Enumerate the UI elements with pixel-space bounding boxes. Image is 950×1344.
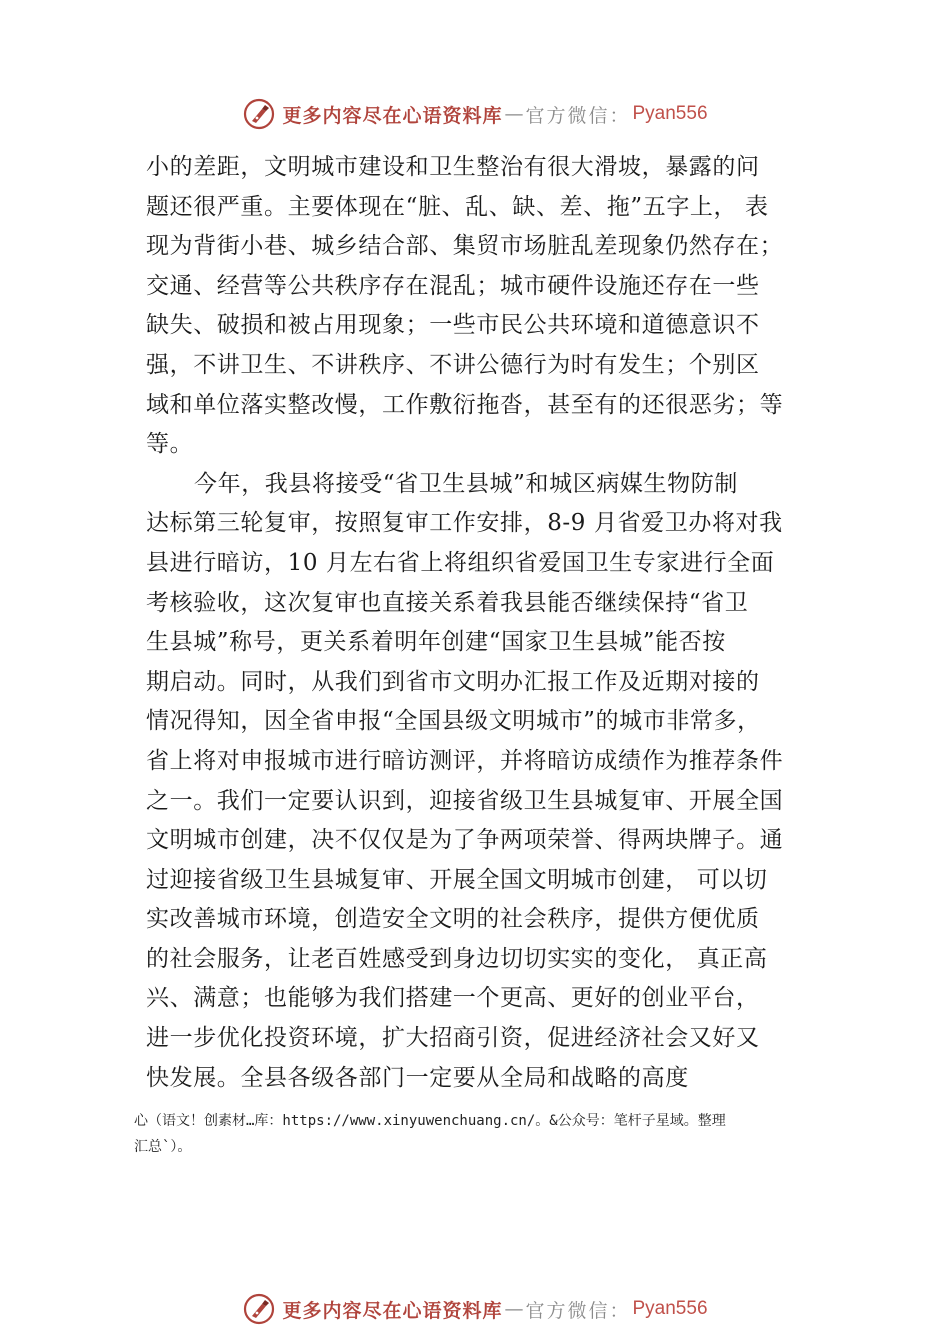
body-line: 考核验收，这次复审也直接关系着我县能否继续保持“省卫: [146, 589, 749, 616]
body-line: 实改善城市环境，创造安全文明的社会秩序，提供方便优质: [146, 906, 760, 933]
banner-dash: —: [504, 103, 524, 125]
body-line: 题还很严重。主要体现在“脏、乱、缺、差、拖”五字上， 表: [146, 193, 769, 220]
banner-brand-text: 更多内容尽在心语资料库: [282, 1299, 503, 1322]
body-line: 等。: [146, 431, 194, 458]
document-body: [146, 148, 826, 1098]
source-note-line: 心（语文！创素材…库：https://www.xinyuwenchuang.cn/。&公众号：笔杆子星域。整理: [134, 1113, 726, 1129]
banner-wechat-label: 官方微信：: [525, 1299, 631, 1322]
body-line: 情况得知，因全省申报“全国县级文明城市”的城市非常多，: [146, 708, 761, 735]
source-note: [134, 1108, 834, 1160]
body-line: 的社会服务，让老百姓感受到身边切切实实的变化， 真正高: [146, 945, 768, 972]
body-line: 进一步优化投资环境，扩大招商引资，促进经济社会又好又: [146, 1025, 760, 1052]
body-line: 过迎接省级卫生县城复审、开展全国文明城市创建， 可以切: [146, 866, 768, 893]
body-line: 文明城市创建，决不仅仅是为了争两项荣誉、得两块牌子。通: [146, 827, 784, 854]
footer-banner: [0, 1289, 950, 1329]
body-line: 之一。我们一定要认识到，迎接省级卫生县城复审、开展全国: [146, 787, 784, 814]
header-banner: [0, 94, 950, 134]
body-line: 强，不讲卫生、不讲秩序、不讲公德行为时有发生；个别区: [146, 351, 760, 378]
body-line: 兴、满意；也能够为我们搭建一个更高、更好的创业平台，: [146, 985, 760, 1012]
body-line: 县进行暗访，10 月左右省上将组织省爱国卫生专家进行全面: [146, 549, 775, 576]
body-line: 小的差距，文明城市建设和卫生整治有很大滑坡，暴露的问: [146, 154, 760, 180]
pen-nib-logo-icon: [242, 97, 276, 131]
banner-brand-text: 更多内容尽在心语资料库: [282, 104, 503, 127]
body-line: 生县城”称号，更关系着明年创建“国家卫生县城”能否按: [146, 629, 726, 656]
body-line: 缺失、破损和被占用现象；一些市民公共环境和道德意识不: [146, 312, 760, 339]
body-line: 快发展。全县各级各部门一定要从全局和战略的高度: [146, 1064, 689, 1091]
banner-wechat-label: 官方微信：: [525, 104, 631, 127]
banner-wechat-handle: Pyan556: [632, 103, 708, 124]
body-line: 现为背街小巷、城乡结合部、集贸市场脏乱差现象仍然存在；: [146, 233, 784, 260]
source-note-line: 汇总`）。: [134, 1139, 192, 1155]
banner-wechat-handle: Pyan556: [632, 1298, 708, 1319]
body-line: 期启动。同时，从我们到省市文明办汇报工作及近期对接的: [146, 668, 760, 695]
paragraph-start-line: 今年，我县将接受“省卫生县城”和城区病媒生物防制: [194, 470, 738, 497]
body-line: 域和单位落实整改慢，工作敷衍拖沓，甚至有的还很恶劣；等: [146, 391, 784, 418]
body-line: 达标第三轮复审，按照复审工作安排，8-9 月省爱卫办将对我: [146, 510, 783, 537]
body-line: 省上将对申报城市进行暗访测评，并将暗访成绩作为推荐条件: [146, 747, 784, 774]
banner-dash: —: [504, 1298, 524, 1320]
body-line: 交通、经营等公共秩序存在混乱；城市硬件设施还存在一些: [146, 272, 760, 299]
pen-nib-logo-icon: [242, 1292, 276, 1326]
